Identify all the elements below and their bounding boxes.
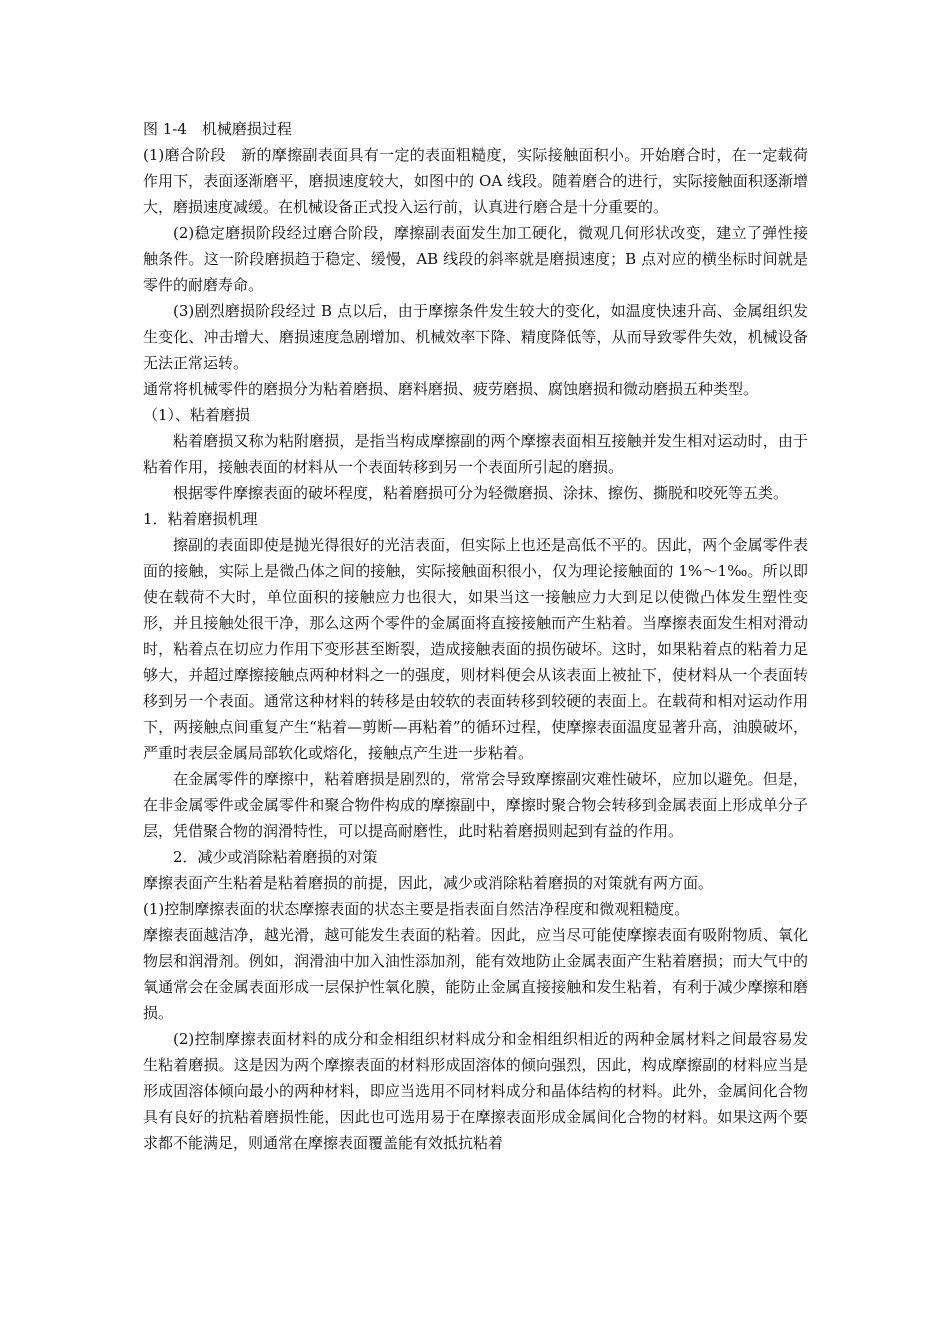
subheading-mechanism: 1．粘着磨损机理 <box>143 510 258 528</box>
paragraph-break-in-stage: (1)磨合阶段 新的摩擦副表面具有一定的表面粗糙度，实际接触面积小。开始磨合时，在一定载荷作用下，表面逐渐磨平，磨损速度较大，如图中的 OA 线段。随着磨合的进行，实际接触面积逐渐增大，磨损速度减缓。在机械设备正式投入运行前，认真进行磨合是十分重要的。 <box>143 146 808 216</box>
paragraph-countermeasures-intro: 摩擦表面产生粘着是粘着磨损的前提，因此，减少或消除粘着磨损的对策就有两方面。 <box>143 874 714 892</box>
paragraph-wear-types: 通常将机械零件的磨损分为粘着磨损、磨料磨损、疲劳磨损、腐蚀磨损和微动磨损五种类型。 <box>143 380 759 398</box>
document-body <box>143 116 808 1156</box>
paragraph-metal-vs-polymer: 在金属零件的摩擦中，粘着磨损是剧烈的，常常会导致摩擦副灾难性破坏，应加以避免。但是，在非金属零件或金属零件和聚合物件构成的摩擦副中，摩擦时聚合物会转移到金属表面上形成单分子层，凭借聚合物的润滑特性，可以提高耐磨性，此时粘着磨损则起到有益的作用。 <box>143 770 808 840</box>
paragraph-adhesive-wear-definition: 粘着磨损又称为粘附磨损，是指当构成摩擦副的两个摩擦表面相互接触并发生相对运动时，由于粘着作用，接触表面的材料从一个表面转移到另一个表面所引起的磨损。 <box>143 432 808 476</box>
paragraph-surface-state-body: 摩擦表面越洁净，越光滑，越可能发生表面的粘着。因此，应当尽可能使摩擦表面有吸附物质、氧化物层和润滑剂。例如，润滑油中加入油性添加剂，能有效地防止金属表面产生粘着磨损；而大气中的氧通常会在金属表面形成一层保护性氧化膜，能防止金属直接接触和发生粘着，有利于减少摩擦和磨损。 <box>143 926 808 1022</box>
paragraph-mechanism-body: 擦副的表面即使是抛光得很好的光洁表面，但实际上也还是高低不平的。因此，两个金属零件表面的接触，实际上是微凸体之间的接触，实际接触面积很小，仅为理论接触面的 1%～1‰。所以即使在载荷不大时，单位面积的接触应力也很大，如果当这一接触应力大到足以使微凸体发生塑性变形，并且接触处很干净，那么这两个零件的金属面将直接接触而产生粘着。当摩擦表面发生相对滑动时，粘着点在切应力作用下变形甚至断裂，造成接触表面的损伤破坏。这时，如果粘着点的粘着力足够大，并超过摩擦接触点两种材料之一的强度，则材料便会从该表面上被扯下，使材料从一个表面转移到另一个表面。通常这种材料的转移是由较软的表面转移到较硬的表面上。在载荷和相对运动作用下，两接触点间重复产生“粘着—剪断—再粘着”的循环过程，使摩擦表面温度显著升高，油膜破坏，严重时表层金属局部软化或熔化，接触点产生进一步粘着。 <box>143 536 808 762</box>
paragraph-control-surface-state: (1)控制摩擦表面的状态摩擦表面的状态主要是指表面自然洁净程度和微观粗糙度。 <box>143 900 690 918</box>
figure-caption: 图 1-4 机械磨损过程 <box>143 120 292 138</box>
subheading-countermeasures: 2．减少或消除粘着磨损的对策 <box>173 848 378 866</box>
paragraph-severe-wear-stage: (3)剧烈磨损阶段经过 B 点以后，由于摩擦条件发生较大的变化，如温度快速升高、金属组织发生变化、冲击增大、磨损速度急剧增加、机械效率下降、精度降低等，从而导致零件失效，机械设备无法正常运转。 <box>143 302 808 372</box>
paragraph-adhesive-wear-classes: 根据零件摩擦表面的破坏程度，粘着磨损可分为轻微磨损、涂抹、擦伤、撕脱和咬死等五类。 <box>173 484 789 502</box>
section-heading-adhesive-wear: （1）、粘着磨损 <box>143 406 251 424</box>
paragraph-control-material: (2)控制摩擦表面材料的成分和金相组织材料成分和金相组织相近的两种金属材料之间最容易发生粘着磨损。这是因为两个摩擦表面的材料形成固溶体的倾向强烈，因此，构成摩擦副的材料应当是形成固溶体倾向最小的两种材料，即应当选用不同材料成分和晶体结构的材料。此外，金属间化合物具有良好的抗粘着磨损性能，因此也可选用易于在摩擦表面形成金属间化合物的材料。如果这两个要求都不能满足，则通常在摩擦表面覆盖能有效抵抗粘着 <box>143 1030 808 1152</box>
paragraph-stable-wear-stage: (2)稳定磨损阶段经过磨合阶段，摩擦副表面发生加工硬化，微观几何形状改变，建立了弹性接触条件。这一阶段磨损趋于稳定、缓慢，AB 线段的斜率就是磨损速度；B 点对应的横坐标时间就是零件的耐磨寿命。 <box>143 224 808 294</box>
